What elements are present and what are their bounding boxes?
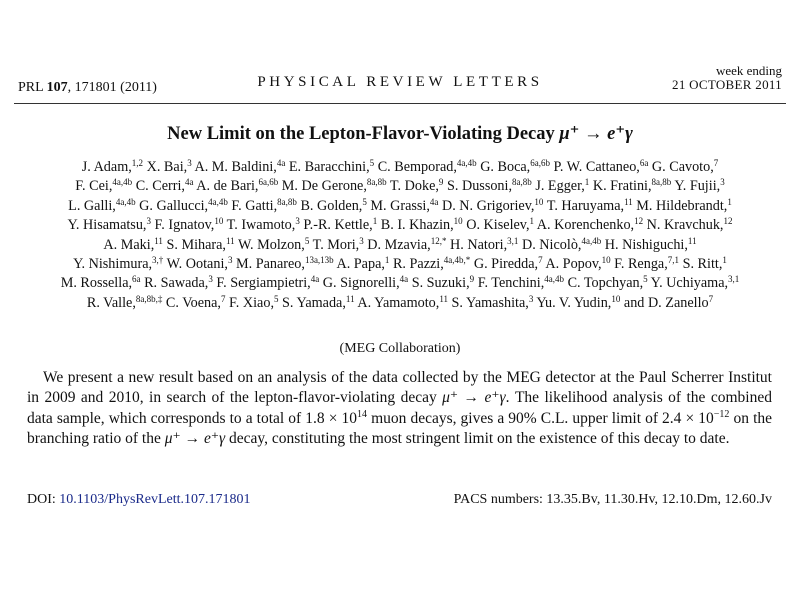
author-name: A. Maki,: [103, 236, 155, 253]
author-name: J. Adam,: [81, 159, 132, 175]
author-name: R. Pazzi,: [389, 256, 444, 273]
author-name: B. I. Khazin,: [377, 217, 454, 234]
week-date: 21 OCTOBER 2011: [672, 77, 782, 92]
collaboration: (MEG Collaboration): [339, 341, 461, 356]
affiliation-mark: 3,†: [152, 255, 164, 266]
affiliation-mark: 4a: [399, 274, 409, 285]
affiliation-mark: 1: [372, 216, 378, 227]
affiliation-mark: 1: [722, 255, 727, 266]
author-name: and D. Zanello: [620, 294, 709, 311]
author-line: [14, 294, 786, 313]
affiliation-mark: 12,*: [430, 235, 447, 246]
abstract-text: muon decays, gives a 90% C.L. upper limit of 2.4 × 10: [367, 409, 714, 427]
abstract: [27, 368, 772, 450]
affiliation-mark: 10: [214, 216, 224, 227]
author-name: O. Kiselev,: [462, 217, 530, 234]
affiliation-mark: 8a,8b,‡: [135, 293, 163, 304]
affiliation-mark: 10: [611, 293, 621, 304]
affiliation-mark: 1: [384, 255, 390, 266]
author-name: D. Nicolò,: [518, 236, 582, 253]
author-name: N. Kravchuk,: [643, 217, 724, 234]
affiliation-mark: 8a,8b: [366, 177, 387, 188]
exponent: 14: [357, 408, 368, 420]
volume: 107: [46, 80, 68, 95]
author-name: G. Signorelli,: [319, 275, 400, 292]
affiliation-mark: 3,1: [728, 274, 740, 285]
affiliation-mark: 10: [534, 196, 544, 207]
affiliation-mark: 1: [529, 216, 535, 227]
affiliation-mark: 7: [713, 158, 719, 168]
doi-link[interactable]: 10.1103/PhysRevLett.107.171801: [59, 492, 251, 507]
author-line: [14, 236, 786, 255]
affiliation-mark: 4a,4b: [115, 196, 136, 207]
affiliation-mark: 5: [304, 235, 310, 246]
affiliation-mark: 4a,4b: [581, 235, 602, 246]
affiliation-mark: 9: [438, 177, 444, 188]
affiliation-mark: 8a,8b: [651, 177, 672, 188]
author-name: G. Boca,: [476, 159, 531, 175]
author-name: F. Renga,: [610, 256, 668, 273]
author-name: Yu. V. Yudin,: [533, 294, 612, 311]
abstract-text: on the branching ratio of the: [27, 409, 772, 448]
affiliation-mark: 4a,4b: [544, 274, 565, 285]
author-name: Y. Fujii,: [671, 178, 721, 195]
author-name: F. Cei,: [75, 178, 113, 195]
author-list: [14, 158, 786, 313]
author-name: P.-R. Kettle,: [299, 217, 373, 234]
affiliation-mark: 5: [274, 293, 279, 304]
title-decay: μ⁺ → e⁺γ: [559, 124, 633, 144]
abstract-text: We present a new result based on an analysis of the data collected by the MEG detector at the Paul Scherrer Institut in 2009 and 2010, in search of the lepton-flavor-violating decay: [27, 369, 772, 407]
affiliation-mark: 7: [538, 255, 543, 266]
author-name: A. de Bari,: [193, 178, 259, 195]
author-name: P. W. Cattaneo,: [549, 159, 640, 175]
affiliation-mark: 8a,8b: [512, 177, 532, 188]
author-name: S. Dussoni,: [443, 178, 513, 195]
author-name: F. Ignatov,: [150, 217, 215, 234]
citation: PRL 107, 171801 (2011): [18, 80, 157, 95]
author-line: [14, 158, 786, 177]
affiliation-mark: 3: [208, 274, 213, 285]
affiliation-mark: 1: [584, 177, 590, 188]
author-name: D. N. Grigoriev,: [438, 197, 535, 214]
author-name: T. Iwamoto,: [223, 217, 296, 234]
author-name: C. Cerri,: [132, 178, 185, 195]
article-year: 171801 (2011): [74, 80, 157, 95]
author-name: R. Sawada,: [140, 275, 209, 292]
author-name: A. Korenchenko,: [534, 217, 635, 234]
doi: [27, 492, 250, 508]
affiliation-mark: 5: [643, 274, 648, 285]
affiliation-mark: 6a: [132, 274, 141, 285]
affiliation-mark: 3: [227, 255, 233, 266]
author-name: S. Yamada,: [278, 294, 346, 311]
affiliation-mark: 6a,6b: [258, 177, 279, 188]
author-name: W. Ootani,: [163, 256, 228, 273]
author-name: H. Nishiguchi,: [601, 236, 688, 253]
affiliation-mark: 4a,4b: [208, 196, 228, 207]
author-name: Y. Uchiyama,: [647, 275, 729, 292]
affiliation-mark: 7,1: [667, 255, 680, 266]
author-name: R. Valle,: [86, 294, 136, 311]
author-name: C. Bemporad,: [374, 159, 457, 175]
title-text: New Limit on the Lepton-Flavor-Violating Decay: [167, 124, 555, 144]
affiliation-mark: 4a: [429, 196, 439, 207]
author-name: M. Grassi,: [366, 197, 430, 214]
author-name: T. Haruyama,: [543, 197, 625, 214]
author-name: H. Natori,: [446, 236, 508, 253]
author-name: A. M. Baldini,: [191, 159, 277, 175]
affiliation-mark: 3: [720, 177, 725, 188]
affiliation-mark: 4a,4b: [112, 177, 133, 188]
affiliation-mark: 11: [624, 196, 633, 207]
author-name: C. Topchyan,: [564, 275, 644, 292]
exponent: −12: [713, 408, 730, 420]
affiliation-mark: 9: [469, 274, 475, 285]
author-name: W. Molzon,: [234, 236, 305, 253]
affiliation-mark: 4a,4b,*: [443, 255, 471, 266]
affiliation-mark: 11: [225, 235, 235, 246]
author-name: E. Baracchini,: [285, 159, 370, 175]
affiliation-mark: 4a,4b: [456, 158, 477, 168]
author-line: [14, 177, 786, 196]
author-name: S. Suzuki,: [408, 275, 470, 292]
author-name: J. Egger,: [531, 178, 585, 195]
week-label: week ending: [715, 63, 782, 78]
author-name: G. Gallucci,: [135, 197, 209, 214]
author-name: G. Cavoto,: [648, 159, 714, 175]
author-name: F. Gatti,: [227, 197, 278, 214]
journal-name: PHYSICAL REVIEW LETTERS: [257, 74, 543, 90]
affiliation-mark: 1,2: [131, 158, 144, 168]
affiliation-mark: 6a,6b: [530, 158, 550, 168]
affiliation-mark: 3: [146, 216, 151, 227]
author-name: D. Mzavia,: [363, 236, 431, 253]
affiliation-mark: 3: [187, 158, 192, 168]
author-name: Y. Hisamatsu,: [67, 217, 147, 234]
author-line: [14, 255, 786, 274]
affiliation-mark: 11: [439, 293, 448, 304]
affiliation-mark: 4a: [276, 158, 286, 168]
affiliation-mark: 11: [154, 235, 163, 246]
affiliation-mark: 12: [723, 216, 733, 227]
abstract-text: decay, constituting the most stringent limit on the existence of this decay to date.: [225, 430, 730, 448]
author-name: K. Fratini,: [589, 178, 652, 195]
author-name: A. Yamamoto,: [354, 294, 440, 311]
author-name: M. Rossella,: [60, 275, 133, 292]
affiliation-mark: 4a: [310, 274, 320, 285]
affiliation-mark: 10: [453, 216, 463, 227]
affiliation-mark: 10: [601, 255, 611, 266]
affiliation-mark: 7: [708, 293, 714, 304]
author-name: C. Voena,: [162, 294, 221, 311]
author-name: M. Hildebrandt,: [632, 197, 728, 214]
author-name: S. Yamashita,: [448, 294, 529, 311]
affiliation-mark: 5: [362, 196, 367, 207]
author-line: [14, 274, 786, 293]
author-name: L. Galli,: [68, 197, 116, 214]
author-name: A. Papa,: [333, 256, 385, 273]
header-rule: [14, 103, 786, 104]
affiliation-mark: 1: [727, 196, 732, 207]
author-name: A. Popov,: [542, 256, 602, 273]
author-name: Y. Nishimura,: [73, 256, 153, 273]
author-line: [14, 197, 786, 216]
author-name: T. Mori,: [309, 236, 360, 253]
paper-title: [0, 123, 800, 145]
decay-formula: μ⁺ → e⁺γ: [164, 430, 226, 448]
affiliation-mark: 3: [528, 293, 534, 304]
author-name: G. Piredda,: [470, 256, 539, 273]
author-name: F. Sergiampietri,: [212, 275, 311, 292]
author-line: [14, 216, 786, 235]
affiliation-mark: 13a,13b: [304, 255, 334, 266]
issue-date: [672, 64, 782, 92]
affiliation-mark: 5: [369, 158, 375, 168]
affiliation-mark: 4a: [184, 177, 194, 188]
affiliation-mark: 3: [295, 216, 300, 227]
affiliation-mark: 7: [220, 293, 226, 304]
author-name: M. De Gerone,: [278, 178, 367, 195]
author-name: X. Bai,: [143, 159, 188, 175]
author-name: S. Mihara,: [162, 236, 226, 253]
abstract-text: . The likelihood analysis of the combined data sample, which corresponds to a total of 1.8 × 10: [27, 389, 772, 427]
author-name: T. Doke,: [386, 178, 439, 195]
affiliation-mark: 6a: [639, 158, 649, 168]
affiliation-mark: 11: [687, 235, 697, 246]
affiliation-mark: 3: [359, 235, 364, 246]
affiliation-mark: 3,1: [507, 235, 519, 246]
pacs-numbers: PACS numbers: 13.35.Bv, 11.30.Hv, 12.10.Dm, 12.60.Jv: [453, 492, 772, 507]
author-name: F. Tenchini,: [474, 275, 545, 292]
affiliation-mark: 8a,8b: [277, 196, 297, 207]
author-name: M. Panareo,: [232, 256, 305, 273]
author-name: S. Ritt,: [679, 256, 723, 273]
journal-abbrev: PRL: [18, 80, 44, 95]
running-header: [18, 64, 782, 104]
decay-formula: μ⁺ → e⁺γ: [442, 389, 506, 407]
affiliation-mark: 12: [634, 216, 644, 227]
doi-label: DOI:: [27, 492, 56, 507]
affiliation-mark: 11: [345, 293, 355, 304]
author-name: F. Xiao,: [225, 294, 274, 311]
author-name: B. Golden,: [296, 197, 363, 214]
